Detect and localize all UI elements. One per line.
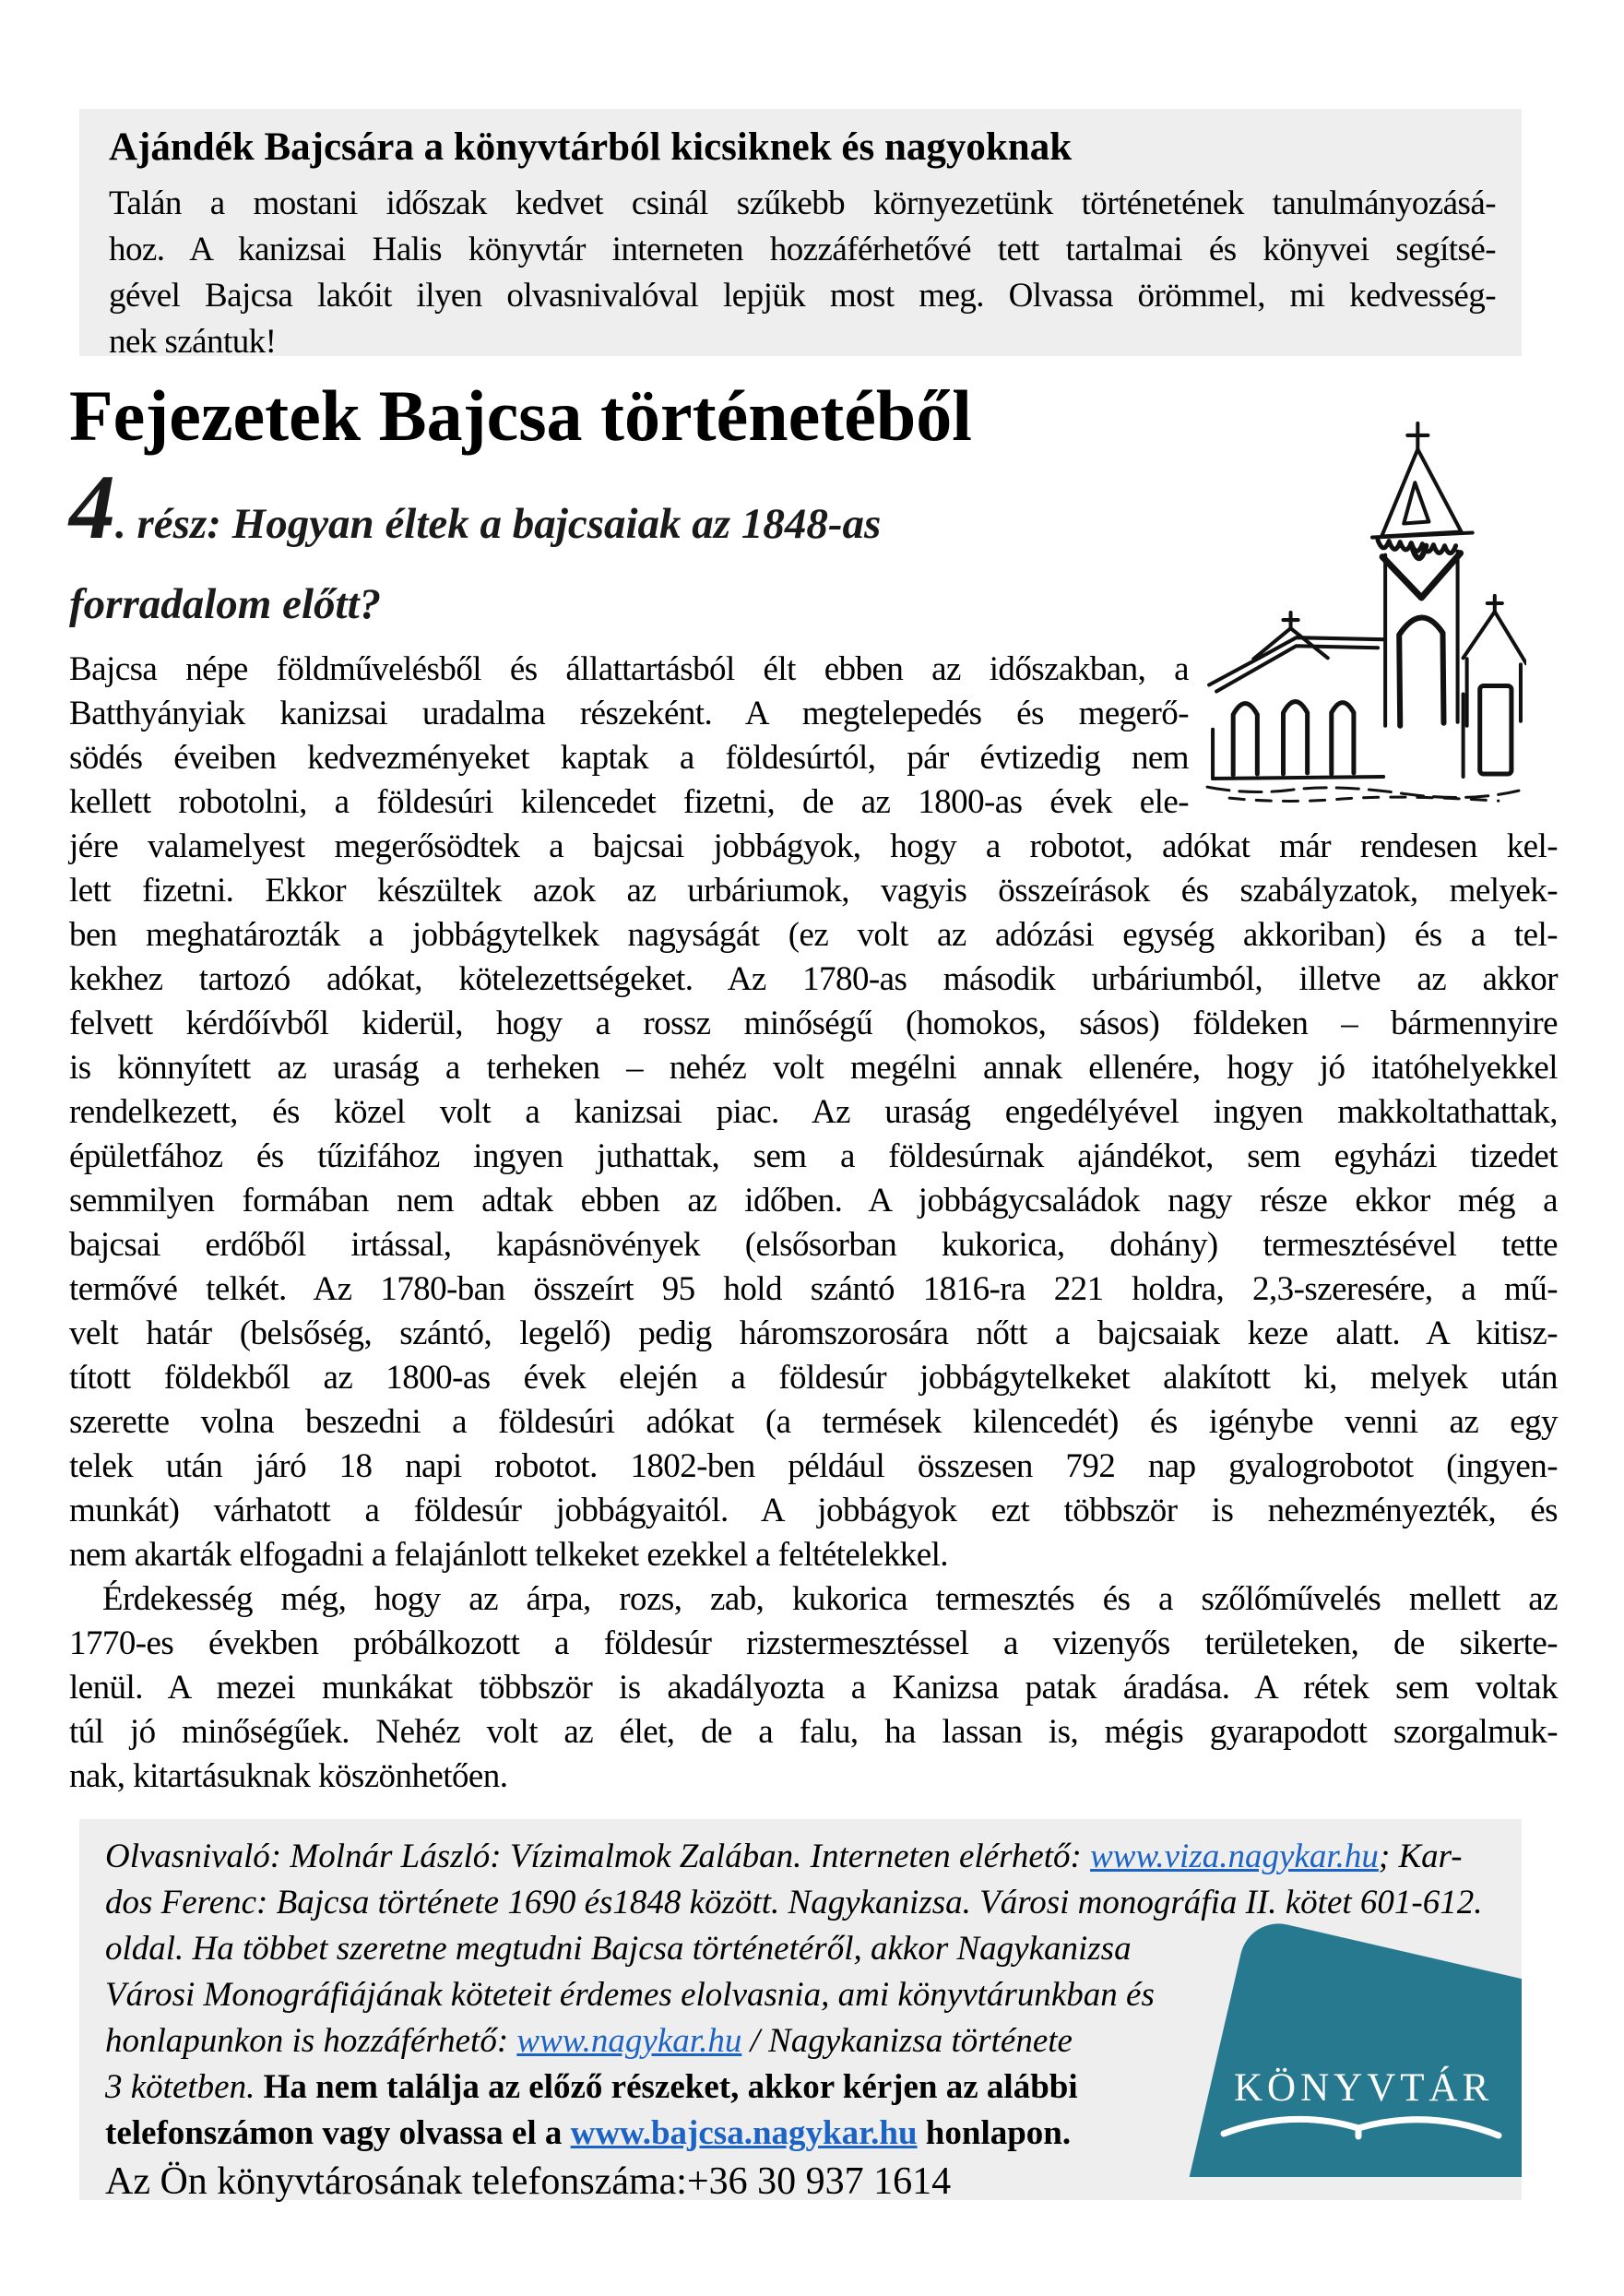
librarian-phone-line: Az Ön könyvtárosának telefonszáma:+36 30 937 1614 (105, 2160, 952, 2203)
subtitle-text: . rész: Hogyan éltek a bajcsaiak az 1848-as (115, 500, 882, 548)
text-line: ben meghatározták a jobbágytelkek nagyságát (ez volt az adózási egység akkoriban) és a tel- (69, 916, 1558, 954)
link-viza-nagykar[interactable]: www.viza.nagykar.hu (1090, 1838, 1379, 1875)
open-book-icon (1218, 2106, 1504, 2150)
text-line: velt határ (belsőség, szántó, legelő) pedig háromszorosára nőtt a bajcsaiak keze alatt. A kitisz- (69, 1315, 1558, 1352)
footer-line-1 (105, 1834, 1496, 1880)
text-line: termővé telkét. Az 1780-ban összeírt 95 hold szántó 1816-ra 221 holdra, 2,3-szeresére, a mű- (69, 1270, 1558, 1308)
header-title: Ajándék Bajcsára a könyvtárból kicsiknek és nagyoknak (109, 125, 1073, 169)
text-line: lett fizetni. Ekkor készültek azok az urbáriumok, vagyis összeírások és szabályzatok, melyek- (69, 872, 1558, 910)
text-line: södés éveiben kedvezményeket kaptak a földesúrtól, pár évtizedig nem (69, 739, 1189, 777)
text-line: nek szántuk! (109, 322, 277, 361)
text-line: szerette volna beszedni a földesúri adókat (a termések kilencedét) és igénybe venni az egy (69, 1403, 1558, 1441)
text-line: jére valamelyest megerősödtek a bajcsai jobbágyok, hogy a robotot, adókat már rendesen kel- (69, 827, 1558, 865)
text-line: telek után járó 18 napi robotot. 1802-ben például összesen 792 nap gyalogrobotot (ingyen- (69, 1447, 1558, 1485)
footer-text: 3 kötetben. (105, 2068, 264, 2106)
footer-bold-text: honlapon. (917, 2114, 1072, 2152)
footer-line-4: Városi Monográfiájának köteteit érdemes elolvasnia, ami könyvtárunkban és (105, 1976, 1155, 2014)
footer-text: ; Kar- (1378, 1838, 1463, 1875)
text-line: nem akarták elfogadni a felajánlott telkeket ezekkel a feltételekkel. (69, 1536, 948, 1574)
subtitle-line2: forradalom előtt? (69, 580, 382, 628)
footer-bold-text: Ha nem találja az előző részeket, akkor kérjen az alábbi (263, 2068, 1078, 2106)
header-box (79, 109, 1522, 361)
article-body (69, 648, 1558, 1799)
text-line: tított földekből az 1800-as évek elején a földesúr jobbágytelkeket alakított ki, melyek után (69, 1359, 1558, 1397)
footer-text: / Nagykanizsa története (741, 2022, 1073, 2060)
text-line: túl jó minőségűek. Nehéz volt az élet, de a falu, ha lassan is, mégis gyarapodott szorgalmuk- (69, 1713, 1558, 1751)
footer-line-2: dos Ferenc: Bajcsa története 1690 és1848 között. Nagykanizsa. Városi monográfia II. kötet 601-612. (105, 1884, 1483, 1921)
part-number: 4 (69, 456, 115, 558)
text-line: is könnyített az uraság a terheken – nehéz volt megélni annak ellenére, hogy jó itatóhelyekkel (69, 1049, 1558, 1087)
link-nagykar[interactable]: www.nagykar.hu (516, 2022, 742, 2060)
text-line: Batthyányiak kanizsai uradalma részeként. A megtelepedés és megerő- (69, 695, 1189, 732)
text-line: rendelkezett, és közel volt a kanizsai piac. Az uraság engedélyével ingyen makkoltathattak, (69, 1093, 1558, 1131)
header-paragraph (109, 181, 1496, 365)
text-line: kekhez tartozó adókat, kötelezettségeket. Az 1780-as második urbáriumból, illetve az akkor (69, 960, 1558, 998)
text-line: kellett robotolni, a földesúri kilencedet fizetni, de az 1800-as évek ele- (69, 783, 1189, 821)
text-line: felvett kérdőívből kiderül, hogy a rossz minőségű (homokos, sásos) földeken – bármennyire (69, 1005, 1558, 1042)
footer-bold-text: telefonszámon vagy olvassa el a (105, 2114, 571, 2152)
footer-line-3: oldal. Ha többet szeretne megtudni Bajcsa történetéről, akkor Nagykanizsa (105, 1930, 1132, 1968)
book-swoosh-group (1224, 2119, 1499, 2136)
text-line: bajcsai erdőből irtással, kapásnövények (elsősorban kukorica, dohány) termesztésével tette (69, 1226, 1558, 1264)
footer-text: Olvasnivaló: Molnár László: Vízimalmok Zalában. Interneten elérhető: (105, 1838, 1091, 1875)
text-line: Érdekesség még, hogy az árpa, rozs, zab, kukorica termesztés és a szőlőművelés mellett az (102, 1580, 1558, 1618)
article-subtitle (69, 456, 882, 558)
body-paragraph-2 (69, 1577, 1558, 1799)
text-line: épületfához és tűzifához ingyen juthattak, sem a földesúrnak ajándékot, sem egyházi tizedet (69, 1137, 1558, 1175)
text-line: hoz. A kanizsai Halis könyvtár interneten hozzáférhetővé tett tartalmai és könyvei segítsé- (109, 230, 1496, 268)
link-bajcsa-nagykar[interactable]: www.bajcsa.nagykar.hu (570, 2114, 918, 2152)
footer-text: honlapunkon is hozzáférhető: (105, 2022, 517, 2060)
logo-label: KÖNYVTÁR (1234, 2066, 1494, 2110)
text-line: lenül. A mezei munkákat többször is akadályozta a Kanizsa patak áradása. A rétek sem voltak (69, 1669, 1558, 1707)
library-logo (1183, 1885, 1522, 2177)
text-line: Bajcsa népe földművelésből és állattartásból élt ebben az időszakban, a (69, 650, 1189, 688)
text-line: munkát) várhatott a földesúr jobbágyaitól. A jobbágyok ezt többször is nehezményezték, és (69, 1492, 1558, 1529)
text-line: nak, kitartásuknak köszönhetően. (69, 1757, 508, 1795)
text-line: 1770-es években próbálkozott a földesúr rizstermesztéssel a vizenyős területeken, de sikerte- (69, 1624, 1558, 1662)
text-line: semmilyen formában nem adtak ebben az időben. A jobbágycsaládok nagy része ekkor még a (69, 1182, 1558, 1219)
text-line: Talán a mostani időszak kedvet csinál szűkebb környezetünk történetének tanulmányozásá- (109, 184, 1496, 222)
body-paragraph-1 (69, 648, 1558, 1577)
article-title: Fejezetek Bajcsa történetéből (69, 375, 972, 456)
text-line: gével Bajcsa lakóit ilyen olvasnivalóval lepjük most meg. Olvassa örömmel, mi kedvesség- (109, 276, 1496, 315)
